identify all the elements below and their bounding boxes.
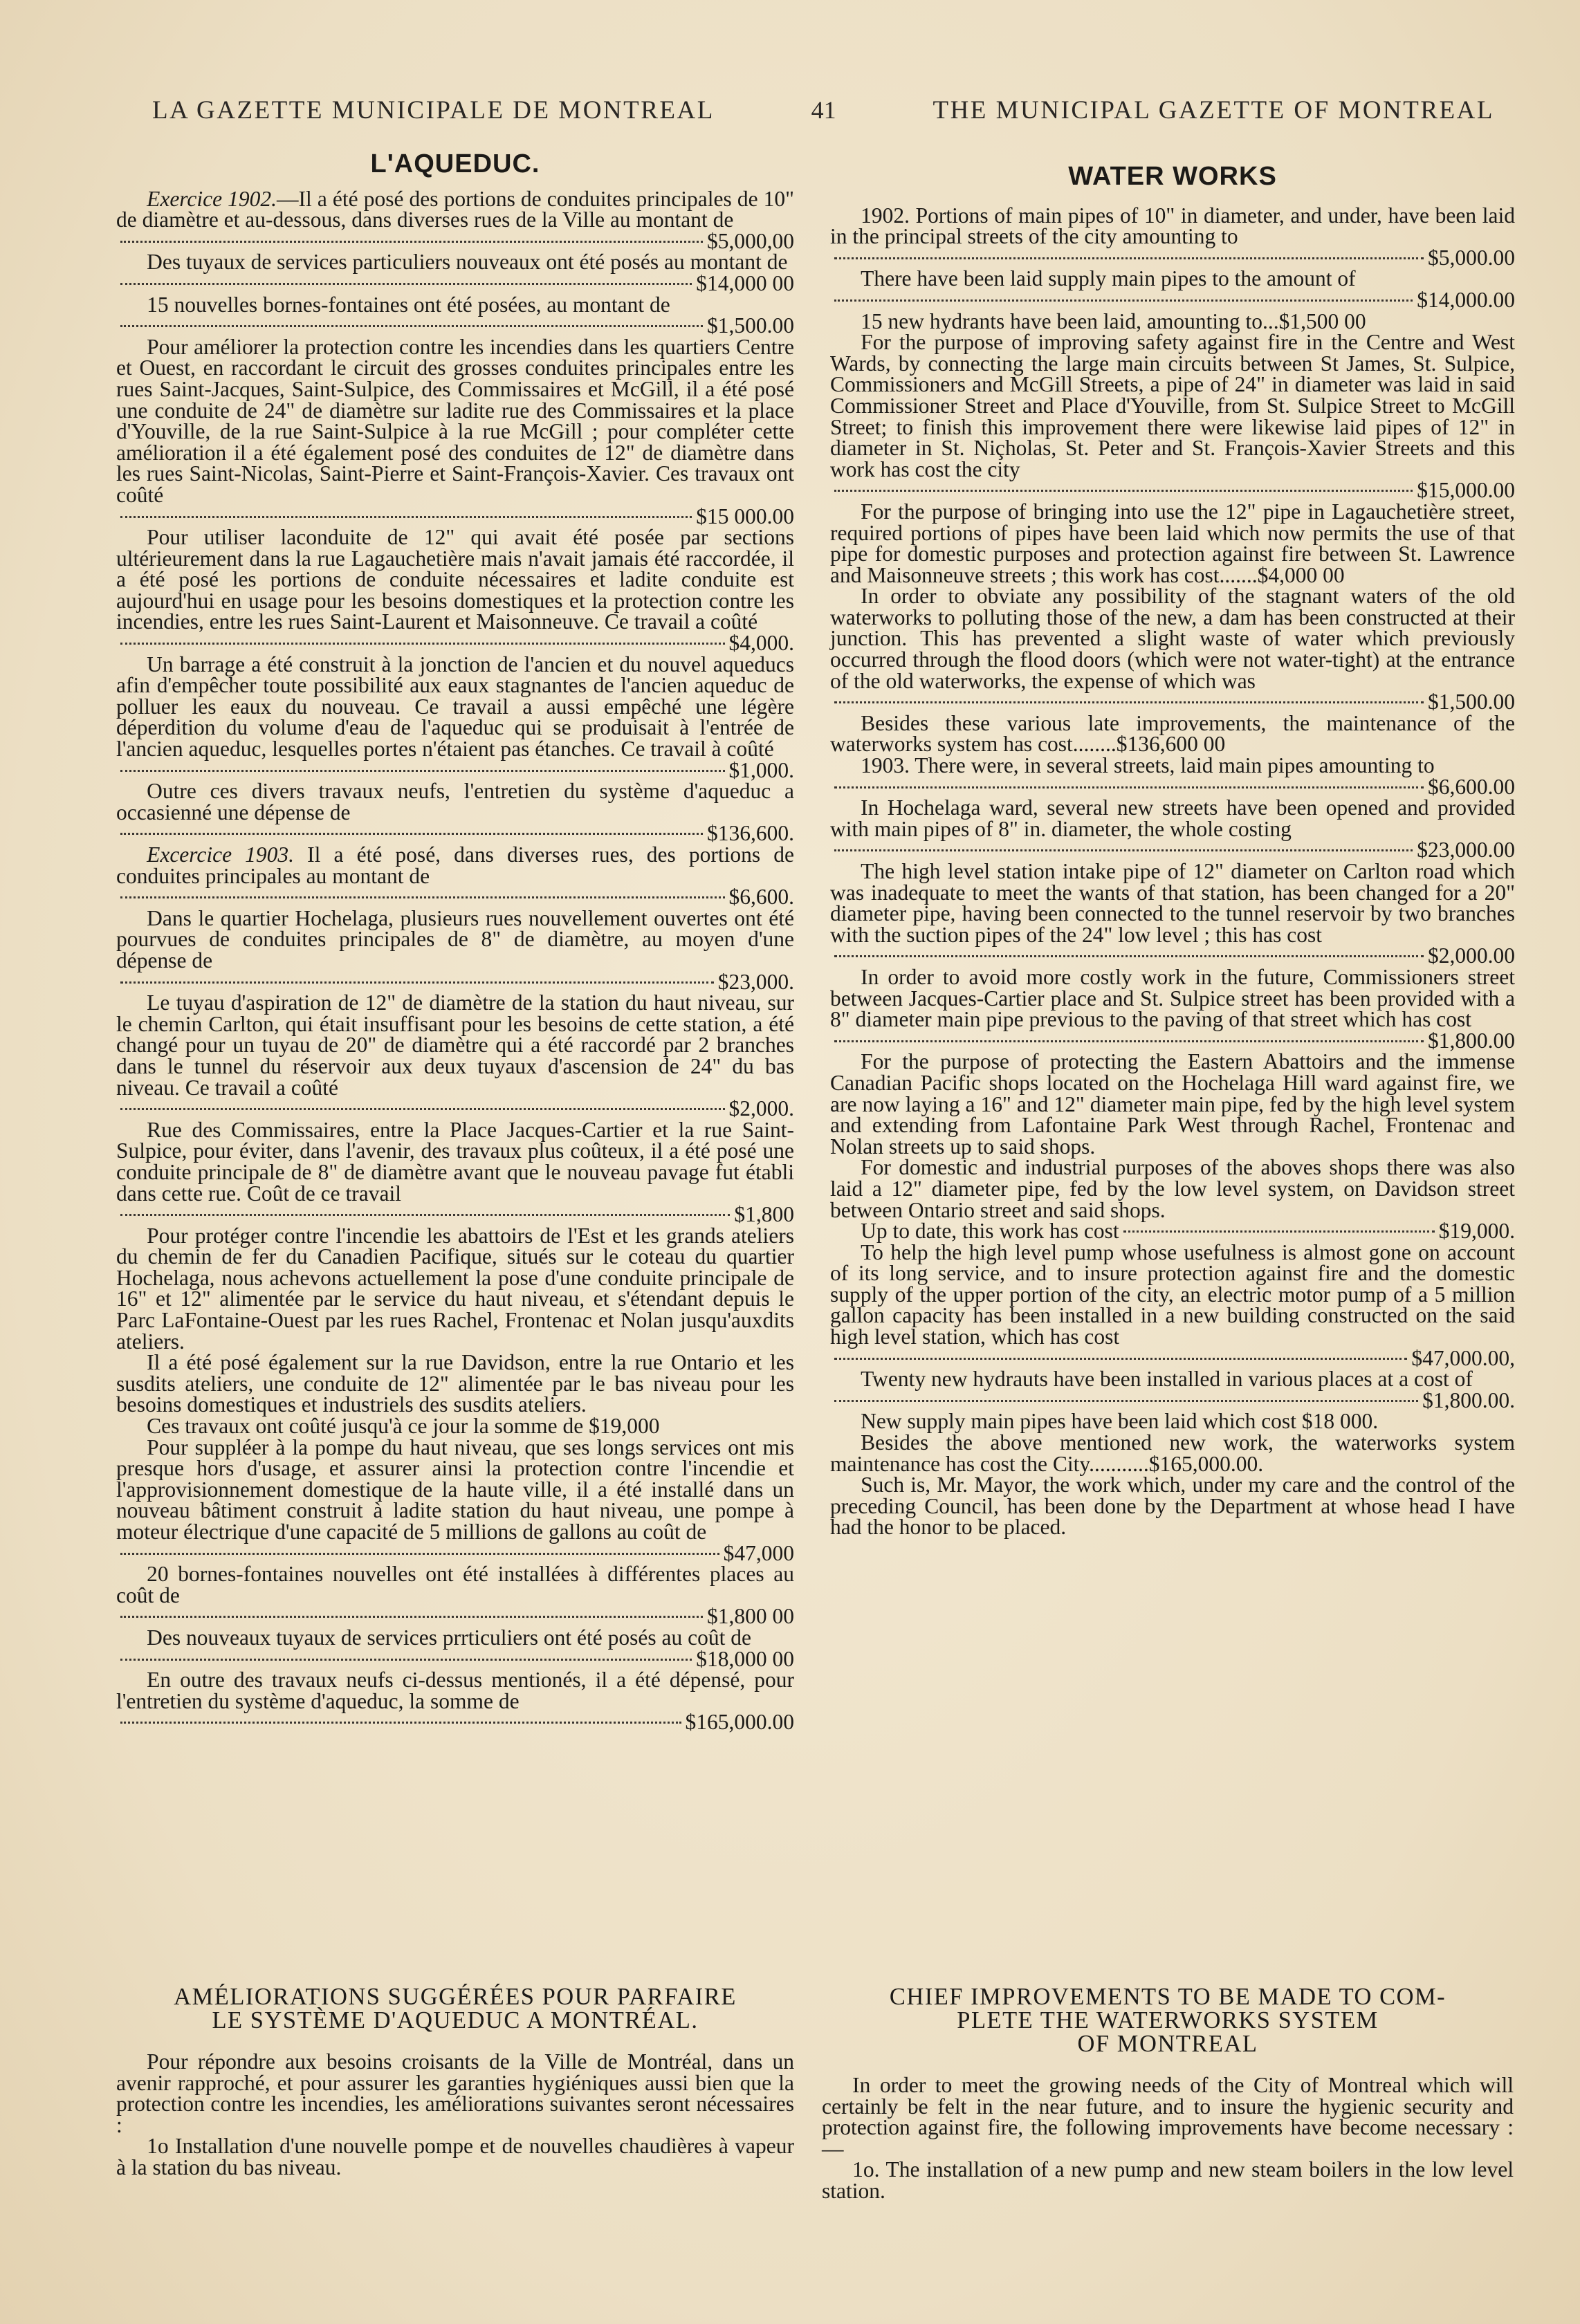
amount-line	[830, 774, 1515, 799]
paragraph: Dans le quartier Hochelaga, plusieurs rues nouvellement ouvertes ont été pourvues de conduites principales de 8" de diamètre, au moyen d'une dépense de	[116, 905, 794, 972]
amount: $6,600.00	[1428, 774, 1515, 799]
section-title: LE SYSTÈME D'AQUEDUC A MONTRÉAL.	[212, 2007, 699, 2034]
paragraph: Des nouveaux tuyaux de services prrticuliers ont été posés au coût de	[147, 1625, 751, 1650]
amount-line	[830, 480, 1515, 501]
paragraph: Le tuyau d'aspiration de 12" de diamètre de la station du haut niveau, sur le chemin Carlton, qui était insuffisant pour les besoins de cette station, a été changé pour un tuyau de 20" de diamètre qui a été raccordé par 2 branches dans le tunnel du réservoir aux deux tuyaux d'ascension de 24" du bas niveau. Ce travail a coûté	[116, 990, 794, 1100]
section-title: OF MONTREAL	[1077, 2031, 1258, 2057]
amount-line	[830, 287, 1515, 312]
french-improvements-section	[116, 1985, 794, 2179]
paragraph: 1o. The installation of a new pump and new steam boilers in the low level station.	[822, 2157, 1514, 2203]
amount-line	[116, 1540, 794, 1565]
paragraph: Exercice 1902.—Il a été posé des portions de conduites principales de 10" de diamètre et au-dessous, dans diverses rues de la Ville au montant de	[116, 186, 794, 232]
paragraph: Such is, Mr. Mayor, the work which, under my care and the control of the preceding Council, has been done by the Department at whose head I have had the honor to be placed.	[830, 1473, 1515, 1540]
year-label: Exercice 1902.	[147, 186, 277, 211]
amount-line	[116, 1204, 794, 1226]
amount: $23,000.00	[1417, 838, 1515, 863]
paragraph: Pour répondre aux besoins croisants de la Ville de Montréal, dans un avenir rapproché, et pour assurer les garanties hygiéniques aussi bien que la protection contre les incendies, les améliorations suivantes seront nécessaires :	[116, 2049, 794, 2137]
amount: $165,000.00	[685, 1710, 794, 1735]
amount-line	[116, 757, 794, 782]
amount-line	[116, 1098, 794, 1120]
paragraph: Pour utiliser laconduite de 12" qui avait été posée par sections ultérieurement dans la rue Lagauchetière mais n'avait jamais été raccordée, il a été posé les portions de conduite nécessaires et ladite conduite est aujourd'hui en usage pour les besoins domestiques et la protection contre les incendies, entre les rues Saint-Laurent et Maisonneuve. Ce travail a coûté	[116, 525, 794, 634]
paragraph: For domestic and industrial purposes of the aboves shops there was also laid a 12" diameter pipe, fed by the low level system, on Davidson street between Ontario street and said shops.	[830, 1155, 1515, 1222]
amount: $136,600.	[707, 821, 794, 846]
section-body	[116, 2051, 794, 2179]
paragraph: Il a été posé également sur la rue Davidson, entre la rue Ontario et les susdits ateliers, une conduite de 12" alimentée par le bas niveau pour les besoins domestiques et industriels des susdits ateliers.	[116, 1350, 794, 1417]
paragraph: New supply main pipes have been laid which cost $18 000.	[861, 1409, 1379, 1434]
amount: $1,500.00	[1428, 690, 1515, 714]
paragraph: Pour suppléer à la pompe du haut niveau, que ses longs services ont mis presque hors d'usage, et assurer ainsi la protection contre l'incendie et l'approvisionnement domestique de la haute ville, il a été installé dans un nouveau bâtiment construit à ladite station du haut niveau, une pompe à moteur électrique d'une capacité de 5 millions de gallons au coût de	[116, 1435, 794, 1544]
french-column	[116, 149, 794, 1735]
page-header	[152, 95, 1494, 137]
amount-line: Up to date, this work has cost $19,000.	[861, 1219, 1515, 1244]
amount: $4,000.	[728, 631, 794, 656]
paragraph: In order to obviate any possibility of the stagnant waters of the old waterworks to polluting those of the new, a dam has been constructed at their junction. This has prevented a slight waste of water which previously occurred through the flood doors (which were not water-tight) at the entrance of the old waterworks, the expense of which was	[830, 584, 1515, 693]
paragraph: Twenty new hydrauts have been installed in various places at a cost of	[861, 1367, 1473, 1392]
paragraph: 1902. Portions of main pipes of 10" in diameter, and under, have been laid in the principal streets of the city amounting to	[830, 203, 1515, 249]
paragraph: Pour améliorer la protection contre les incendies dans les quartiers Centre et Ouest, en raccordant le circuit des grosses conduites principales entre les rues Saint-Jacques, Saint-Sulpice, des Commissaires et McGill, il a été posé une conduite de 24" de diamètre sur ladite rue des Commissaires et la place d'Youville, de la rue Saint-Sulpice à la rue McGill ; pour compléter cette amélioration il a été également posé des conduites de 12" de diamètre dans les rues Saint-Nicolas, Saint-Pierre et Saint-François-Xavier. Ces travaux ont coûté	[116, 334, 794, 507]
paragraph: For the purpose of improving safety against fire in the Centre and West Wards, by connecting the large main circuits between St James, St. Sulpice, Commissioners and McGill Streets, a pipe of 24" in diameter was laid in said Commissioner Street and Place d'Youville, from St. Sulpice Street to McGill Street; to finish this improvement there were likewise laid pipes of 12" in diameter in St. Niçholas, St. Peter and St. François-Xavier Streets and this work has cost the city	[830, 330, 1515, 481]
amount: $23,000.	[717, 969, 794, 994]
paragraph: In order to meet the growing needs of the City of Montreal which will certainly be felt in the near future, and to insure the hygienic security and protection against fire, the following improvements have become necessary :—	[822, 2073, 1514, 2161]
amount: $15,000.00	[1417, 478, 1515, 503]
amount-line	[116, 228, 794, 253]
amount-line	[116, 887, 794, 908]
amount: $1,800.00	[1428, 1028, 1515, 1053]
paragraph: Besides the above mentioned new work, the waterworks system maintenance has cost the City...........$165,000.00.	[830, 1430, 1515, 1476]
amount-line	[116, 823, 794, 845]
paragraph: Pour protéger contre l'incendie les abattoirs de l'Est et les grands ateliers du chemin de fer du Canadien Pacifique, situés sur le coteau du quartier Hochelaga, nous achevons actuellement la pose d'une conduite principale de 16" et 12" alimentée par le service du haut niveau, et s'étendant depuis le Parc LaFontaine-Ouest par les rues Rachel, Frontenac et Nolan jusqu'auxdits ateliers.	[116, 1223, 794, 1354]
paragraph: 1o Installation d'une nouvelle pompe et de nouvelles chaudières à vapeur à la station du bas niveau.	[116, 2134, 794, 2179]
paragraph: For the purpose of bringing into use the 12" pipe in Lagauchetière street, required portions of pipes have been laid which now permits the use of that pipe for domestic purposes and protection against fire between St. Lawrence and Maisonneuve streets ; this work has cost.......$4,000 00	[830, 499, 1515, 587]
amount: $5,000,00	[707, 228, 794, 253]
amount-line	[830, 1345, 1515, 1370]
amount-line	[830, 840, 1515, 861]
amount-line	[116, 315, 794, 337]
amount: $1,800 00	[707, 1604, 794, 1629]
english-improvements-section	[822, 1985, 1514, 2202]
paragraph: Ces travaux ont coûté jusqu'à ce jour la somme de $19,000	[147, 1414, 660, 1439]
amount: $1,500.00	[707, 313, 794, 338]
paragraph: In Hochelaga ward, several new streets have been opened and provided with main pipes of 8" in. diameter, the whole costing	[830, 795, 1515, 841]
amount: $19,000.	[1438, 1219, 1515, 1244]
amount-line	[830, 943, 1515, 968]
page-number: 41	[811, 96, 836, 124]
paragraph: Un barrage a été construit à la jonction de l'ancien et du nouvel aqueducs afin d'empêcher toute possibilité aux eaux stagnantes de l'ancien aqueduc de polluer les eaux du nouveau. Ce travail a aussi empêché une légère déperdition du volume d'eau de l'aqueduc qui se produisait à l'entrée de l'ancien aqueduc, lesquelles portes n'étaient pas étanches. Ce travail à coûté	[116, 652, 794, 762]
paragraph: Rue des Commissaires, entre la Place Jacques-Cartier et la rue Saint-Sulpice, pour éviter, dans l'avenir, des travaux plus coûteux, il a été posé une conduite principale de 8" de diamètre avant que le nouveau pavage fut établi dans cette rue. Coût de ce travail	[116, 1117, 794, 1206]
amount-line	[830, 1387, 1515, 1412]
paragraph: 15 nouvelles bornes-fontaines ont été posées, au montant de	[147, 292, 670, 317]
paragraph: 15 new hydrants have been laid, amounting to...$1,500 00	[861, 308, 1366, 333]
amount: $47,000.00,	[1411, 1345, 1515, 1370]
amount-line	[830, 245, 1515, 270]
amount: $47,000	[723, 1540, 794, 1565]
amount: $14,000.00	[1417, 287, 1515, 312]
amount-line	[830, 692, 1515, 713]
section-title: AMÉLIORATIONS SUGGÉRÉES POUR PARFAIRE	[174, 1984, 737, 2010]
header-english-title: THE MUNICIPAL GAZETTE OF MONTREAL	[933, 96, 1494, 124]
amount: $2,000.00	[1428, 943, 1515, 968]
paragraph: The high level station intake pipe of 12" diameter on Carlton road which was inadequate to meet the wants of that station, has been changed for a 20" diameter pipe, having been connected to the tunnel reservoir by two branches with the suction pipes of the 24" low level ; this has cost	[830, 859, 1515, 947]
paragraph: En outre des travaux neufs ci-dessus mentionés, il a été dépensé, pour l'entretien du système d'aqueduc, la somme de	[116, 1668, 794, 1713]
paragraph: Des tuyaux de services particuliers nouveaux ont été posés au montant de	[147, 250, 788, 275]
section-body	[822, 2075, 1514, 2202]
paragraph: To help the high level pump whose usefulness is almost gone on account of its long service, and to insure protection against fire and the domestic supply of the upper portion of the city, an electric motor pump of a 5 million gallon capacity has been installed in a new building constructed on the said high level station, which has cost	[830, 1239, 1515, 1349]
paragraph: For the purpose of protecting the Eastern Abattoirs and the immense Canadian Pacific shops located on the Hochelaga Hill ward against fire, we are now laying a 16" and 12" diameter main pipe, fed by the high level system and extending from Lafontaine Park West through Rachel, Frontenac and Nolan streets up to said shops.	[830, 1049, 1515, 1159]
paragraph: There have been laid supply main pipes to the amount of	[861, 266, 1356, 291]
amount: $18,000 00	[696, 1646, 794, 1671]
year-label: Excercice 1903.	[147, 842, 295, 867]
section-title: CHIEF IMPROVEMENTS TO BE MADE TO COM-	[889, 1984, 1446, 2010]
amount: $2,000.	[728, 1096, 794, 1121]
paragraph: 1903. There were, in several streets, laid main pipes amounting to	[861, 753, 1435, 778]
english-column	[830, 162, 1515, 1540]
amount-line	[116, 633, 794, 654]
amount: $15 000.00	[696, 504, 794, 528]
section-title: WATER WORKS	[1068, 162, 1277, 191]
amount-line	[116, 969, 794, 994]
amount-line	[830, 1028, 1515, 1053]
paragraph: Besides these various late improvements, the maintenance of the waterworks system has cost........$136,600 00	[830, 710, 1515, 757]
amount-line	[116, 1712, 794, 1733]
paragraph: Outre ces divers travaux neufs, l'entretien du système d'aqueduc a occasienné une dépense de	[116, 779, 794, 824]
amount: $1,800.00.	[1422, 1387, 1515, 1412]
amount-line	[116, 506, 794, 528]
amount: $5,000.00	[1428, 245, 1515, 270]
paragraph: Excercice 1903. Il a été posé, dans diverses rues, des portions de conduites principales au montant de	[116, 842, 794, 888]
paragraph: 20 bornes-fontaines nouvelles ont été installées à différentes places au coût de	[116, 1562, 794, 1607]
section-title: L'AQUEDUC.	[370, 149, 540, 178]
amount-line	[116, 1606, 794, 1627]
amount-line	[116, 270, 794, 295]
amount-line	[116, 1646, 794, 1671]
amount: $14,000 00	[696, 270, 794, 295]
amount: $1,800	[734, 1202, 794, 1227]
header-french-title: LA GAZETTE MUNICIPALE DE MONTREAL	[152, 96, 715, 124]
amount: $1,000.	[728, 757, 794, 782]
paragraph: In order to avoid more costly work in the future, Commissioners street between Jacques-Cartier place and St. Sulpice street has been provided with a 8" diameter main pipe previous to the paving of that street which has cost	[830, 964, 1515, 1032]
section-title: PLETE THE WATERWORKS SYSTEM	[957, 2007, 1379, 2034]
amount: $6,600.	[728, 885, 794, 910]
